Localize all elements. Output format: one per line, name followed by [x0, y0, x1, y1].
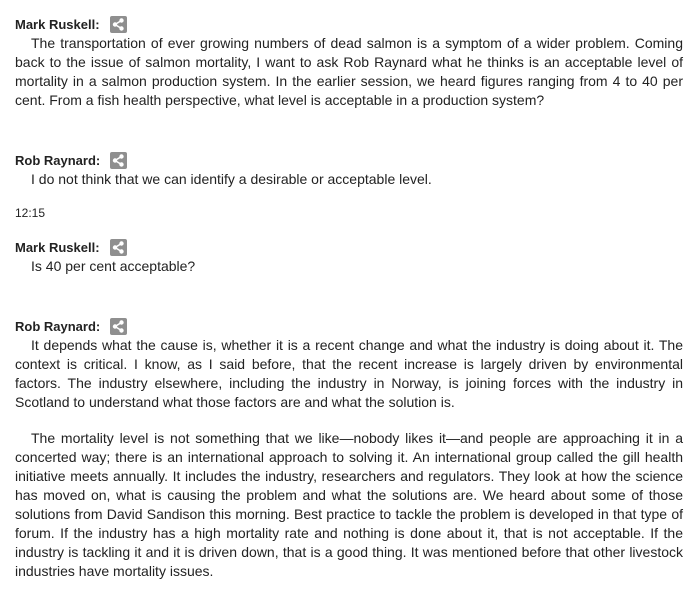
speaker-name: Mark Ruskell: — [15, 16, 100, 32]
speaker-name: Mark Ruskell: — [15, 239, 100, 255]
speech-paragraph: Is 40 per cent acceptable? — [31, 258, 196, 274]
share-icon[interactable] — [110, 16, 127, 33]
timestamp: 12:15 — [15, 206, 46, 220]
speech-rob-raynard-2 — [15, 316, 683, 581]
speech-mark-ruskell-2 — [15, 237, 683, 276]
speaker-name: Rob Raynard: — [15, 318, 101, 334]
share-icon[interactable] — [110, 318, 127, 335]
share-icon[interactable] — [110, 239, 127, 256]
speech-paragraph: The mortality level is not something that we like—nobody likes it—and people are approaching it in a concerted way; there is an international approach to solving it. An international group called the gill health initiative meets annually. It includes the industry, researchers and regulators. They look at how the science has moved on, what is causing the problem and what the solutions are. We heard about some of those solutions from David Sandison this morning. Best practice to tackle the problem is developed in that type of forum. If the industry has a high mortality rate and nothing is done about it, that is not acceptable. If the industry is tackling it and it is driven down, that is a good thing. It was mentioned before that other livestock industries have mortality issues. — [15, 430, 683, 579]
speech-paragraph: The transportation of ever growing numbers of dead salmon is a symptom of a wider problem. Coming back to the issue of salmon mortality, I want to ask Rob Raynard what he thinks is an acceptable level of mortality in a salmon production system. In the earlier session, we heard figures ranging from 4 to 40 per cent. From a fish health perspective, what level is acceptable in a production system? — [15, 35, 683, 108]
speaker-line — [15, 150, 683, 170]
speaker-line — [15, 14, 683, 34]
share-icon[interactable] — [110, 152, 127, 169]
transcript — [15, 14, 683, 581]
speaker-line — [15, 316, 683, 336]
speech-rob-raynard-1 — [15, 150, 683, 189]
speech-mark-ruskell-1 — [15, 14, 683, 110]
speaker-line — [15, 237, 683, 257]
speech-paragraph: I do not think that we can identify a desirable or acceptable level. — [31, 171, 432, 187]
speaker-name: Rob Raynard: — [15, 152, 101, 168]
speech-paragraph: It depends what the cause is, whether it is a recent change and what the industry is doing about it. The context is critical. I know, as I said before, that the recent increase is largely driven by environmental factors. The industry elsewhere, including the industry in Norway, is joining forces with the industry in Scotland to understand what those factors are and what the solution is. — [15, 337, 683, 410]
